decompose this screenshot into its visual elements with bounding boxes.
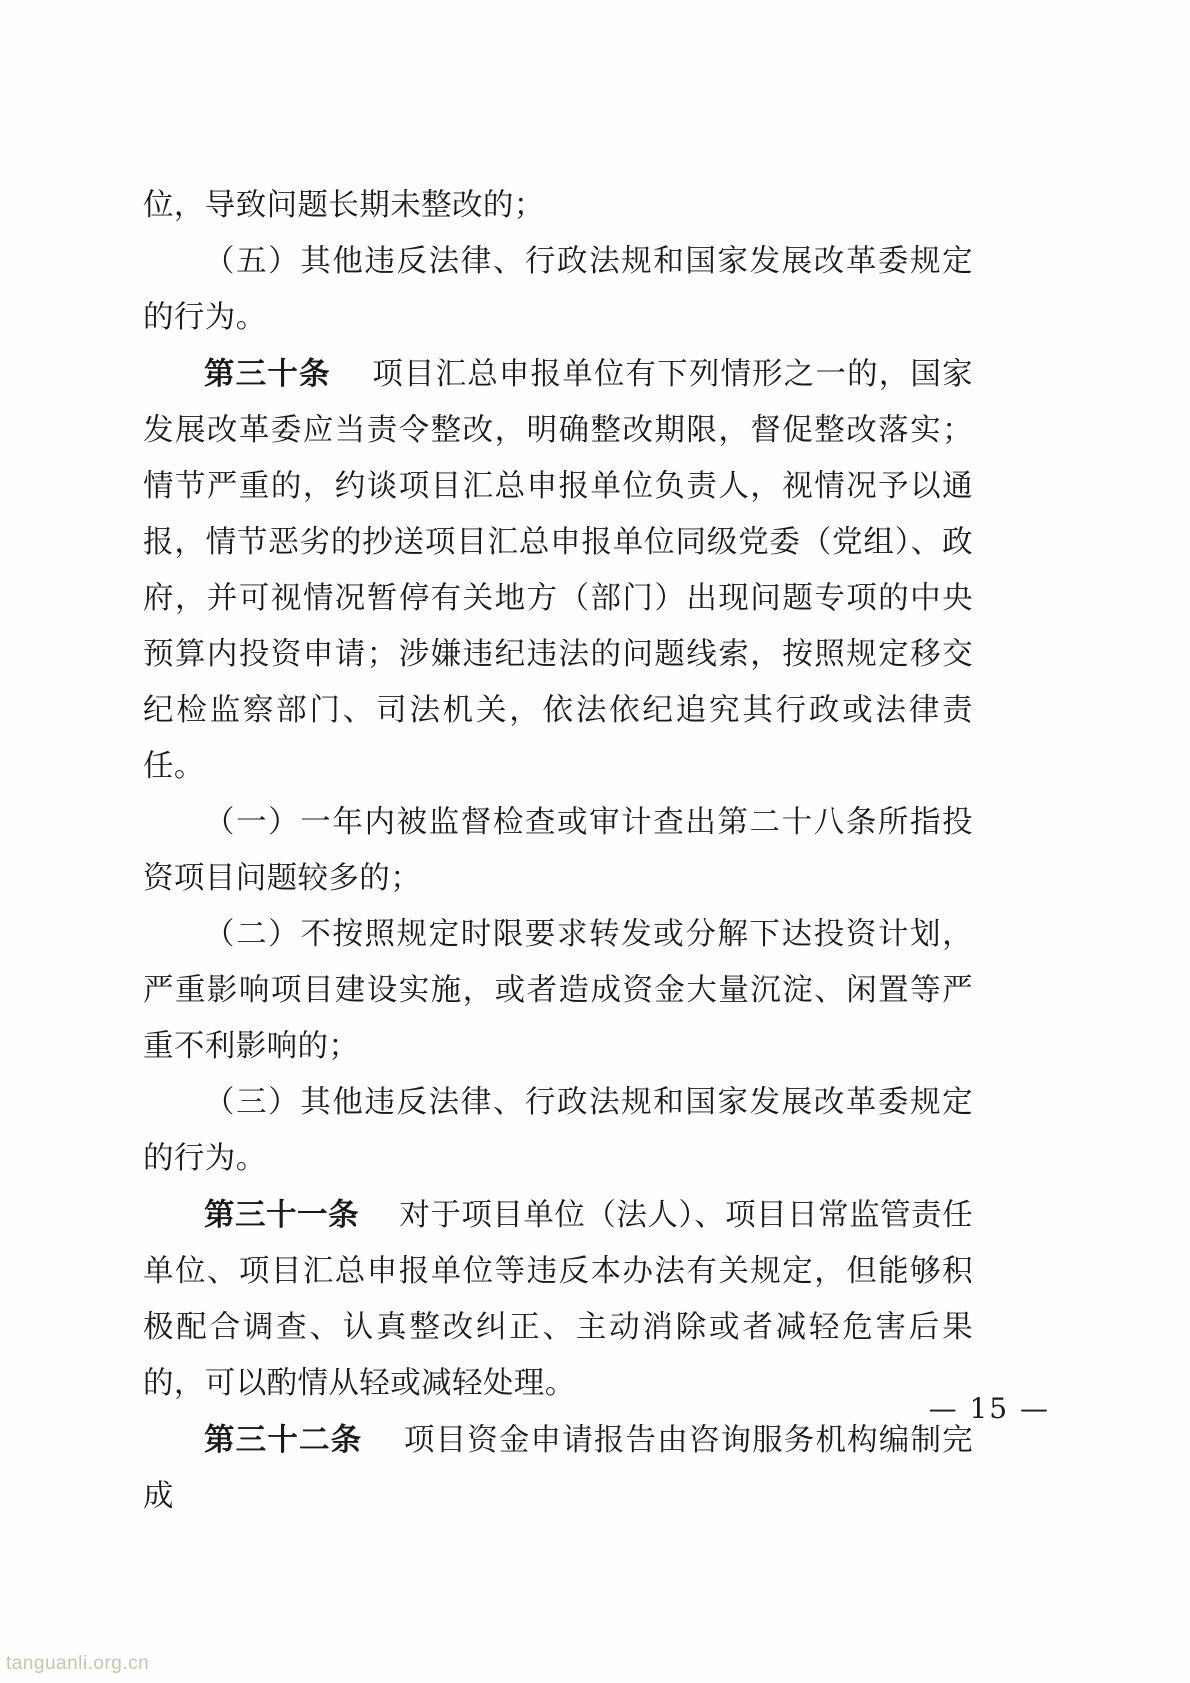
paragraph-article-30 — [143, 346, 973, 795]
paragraph-article-30-clause-three — [143, 1075, 973, 1187]
paragraph-article-31 — [143, 1187, 973, 1412]
paragraph-article-32 — [143, 1412, 973, 1525]
page-number: — 15 — — [928, 1392, 1050, 1425]
paragraph-article-30-clause-one — [143, 795, 973, 907]
paragraph-text: （五）其他违反法律、行政法规和国家发展改革委规定的行为。 — [143, 244, 973, 335]
article-heading-31: 第三十一条 — [204, 1197, 360, 1233]
paragraph-article-30-clause-two — [143, 907, 973, 1075]
watermark-text: tanguanli.org.cn — [6, 1653, 150, 1674]
paragraph-text: 位，导致问题长期未整改的； — [143, 188, 545, 223]
article-heading-32: 第三十二条 — [204, 1422, 363, 1458]
paragraph-text: 对于项目单位（法人）、项目日常监管责任单位、项目汇总申报单位等违反本办法有关规定，但能够积极配合调查、认真整改纠正、主动消除或者减轻危害后果的，可以酌情从轻或减轻处理。 — [143, 1198, 973, 1401]
document-body — [143, 178, 973, 1525]
paragraph-text: （一）一年内被监督检查或审计查出第二十八条所指投资项目问题较多的； — [143, 805, 973, 896]
paragraph-text: （三）其他违反法律、行政法规和国家发展改革委规定的行为。 — [143, 1085, 973, 1176]
paragraph-text: 项目资金申请报告由咨询服务机构编制完成 — [143, 1423, 973, 1514]
paragraph-continued-clause-four — [143, 178, 973, 234]
article-heading-30: 第三十条 — [204, 356, 331, 392]
paragraph-text: 项目汇总申报单位有下列情形之一的，国家发展改革委应当责令整改，明确整改期限，督促整改落实；情节严重的，约谈项目汇总申报单位负责人，视情况予以通报，情节恶劣的抄送项目汇总申报单位同级党委（党组）、政府，并可视情况暂停有关地方（部门）出现问题专项的中央预算内投资申请；涉嫌违纪违法的问题线索，按照规定移交纪检监察部门、司法机关，依法依纪追究其行政或法律责任。 — [143, 357, 973, 784]
paragraph-text: （二）不按照规定时限要求转发或分解下达投资计划，严重影响项目建设实施，或者造成资金大量沉淀、闲置等严重不利影响的； — [143, 917, 973, 1064]
paragraph-clause-five — [143, 234, 973, 346]
